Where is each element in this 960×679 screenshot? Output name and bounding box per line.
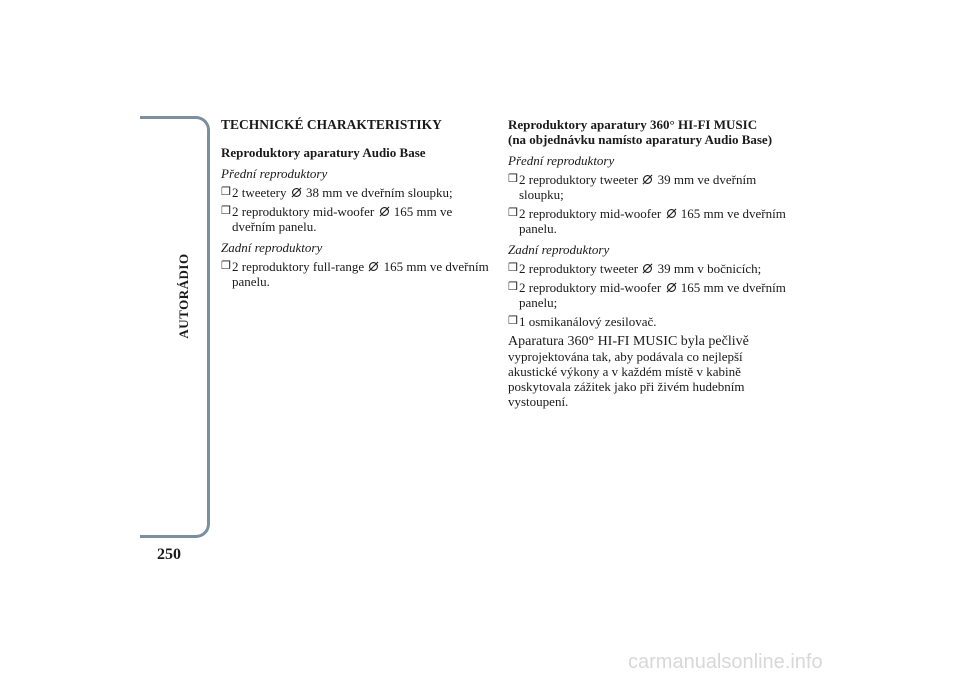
item-text: 2 reproduktory tweeter [519, 172, 639, 187]
paragraph-rest: vyprojektována tak, aby podávala co nejlepší akustické výkony a v každém místě v kabině poskytovala zážitek jako při živém hudebním vystoupení. [508, 349, 745, 409]
bullet-icon: ❒ [508, 207, 518, 219]
page-edge-frame [140, 116, 210, 538]
list-item [221, 204, 491, 234]
diameter-icon [666, 282, 677, 293]
list-item [508, 314, 790, 329]
description-paragraph [508, 333, 790, 409]
item-value: 39 mm v bočnicích; [657, 261, 762, 276]
right-column [508, 117, 790, 409]
diameter-icon [368, 261, 379, 272]
paragraph-lead: Aparatura 360° HI-FI MUSIC byla pečlivě [508, 334, 749, 349]
item-value: 38 mm ve dveřním sloupku; [306, 185, 453, 200]
front-speakers-label: Přední reproduktory [508, 153, 615, 168]
item-text: 2 reproduktory tweeter [519, 261, 639, 276]
diameter-icon [291, 187, 302, 198]
bullet-icon: ❒ [508, 315, 518, 327]
item-text: 2 reproduktory mid-woofer [519, 206, 662, 221]
item-text: 2 reproduktory mid-woofer [519, 280, 662, 295]
section-side-label: AUTORÁDIO [176, 253, 191, 339]
bullet-icon: ❒ [508, 173, 518, 185]
diameter-icon [666, 208, 677, 219]
list-item [508, 206, 790, 236]
audio-base-subheading: Reproduktory aparatury Audio Base [221, 145, 426, 160]
item-value: 165 mm ve dveřním panelu. [232, 259, 489, 289]
item-value: 165 mm ve dveřním panelu. [232, 204, 453, 234]
item-text: 2 reproduktory full-range [232, 259, 365, 274]
rear-speakers-label: Zadní reproduktory [508, 242, 610, 257]
hifi-subheading [508, 117, 790, 147]
list-item [508, 280, 790, 310]
bullet-icon: ❒ [221, 260, 231, 272]
diameter-icon [379, 206, 390, 217]
bullet-icon: ❒ [508, 262, 518, 274]
diameter-icon [642, 263, 653, 274]
item-text: 1 osmikanálový zesilovač. [519, 314, 657, 329]
watermark: carmanualsonline.info [628, 651, 823, 673]
diameter-icon [642, 174, 653, 185]
bullet-icon: ❒ [508, 281, 518, 293]
list-item [221, 259, 491, 289]
page-number: 250 [157, 546, 181, 563]
page-heading: TECHNICKÉ CHARAKTERISTIKY [221, 117, 442, 132]
bullet-icon: ❒ [221, 205, 231, 217]
item-value: 39 mm ve dveřním sloupku; [519, 172, 757, 202]
item-value: 165 mm ve dveřním panelu. [519, 206, 786, 236]
rear-speakers-label: Zadní reproduktory [221, 240, 323, 255]
item-text: 2 reproduktory mid-woofer [232, 204, 375, 219]
left-column [221, 117, 491, 293]
hifi-subheading-line1: Reproduktory aparatury 360° HI-FI MUSIC [508, 117, 758, 132]
front-speakers-label: Přední reproduktory [221, 166, 328, 181]
item-text: 2 tweetery [232, 185, 287, 200]
list-item [508, 261, 790, 276]
bullet-icon: ❒ [221, 186, 231, 198]
list-item [221, 185, 491, 200]
list-item [508, 172, 790, 202]
item-value: 165 mm ve dveřním panelu; [519, 280, 786, 310]
hifi-subheading-line2: (na objednávku namísto aparatury Audio Base) [508, 132, 773, 147]
